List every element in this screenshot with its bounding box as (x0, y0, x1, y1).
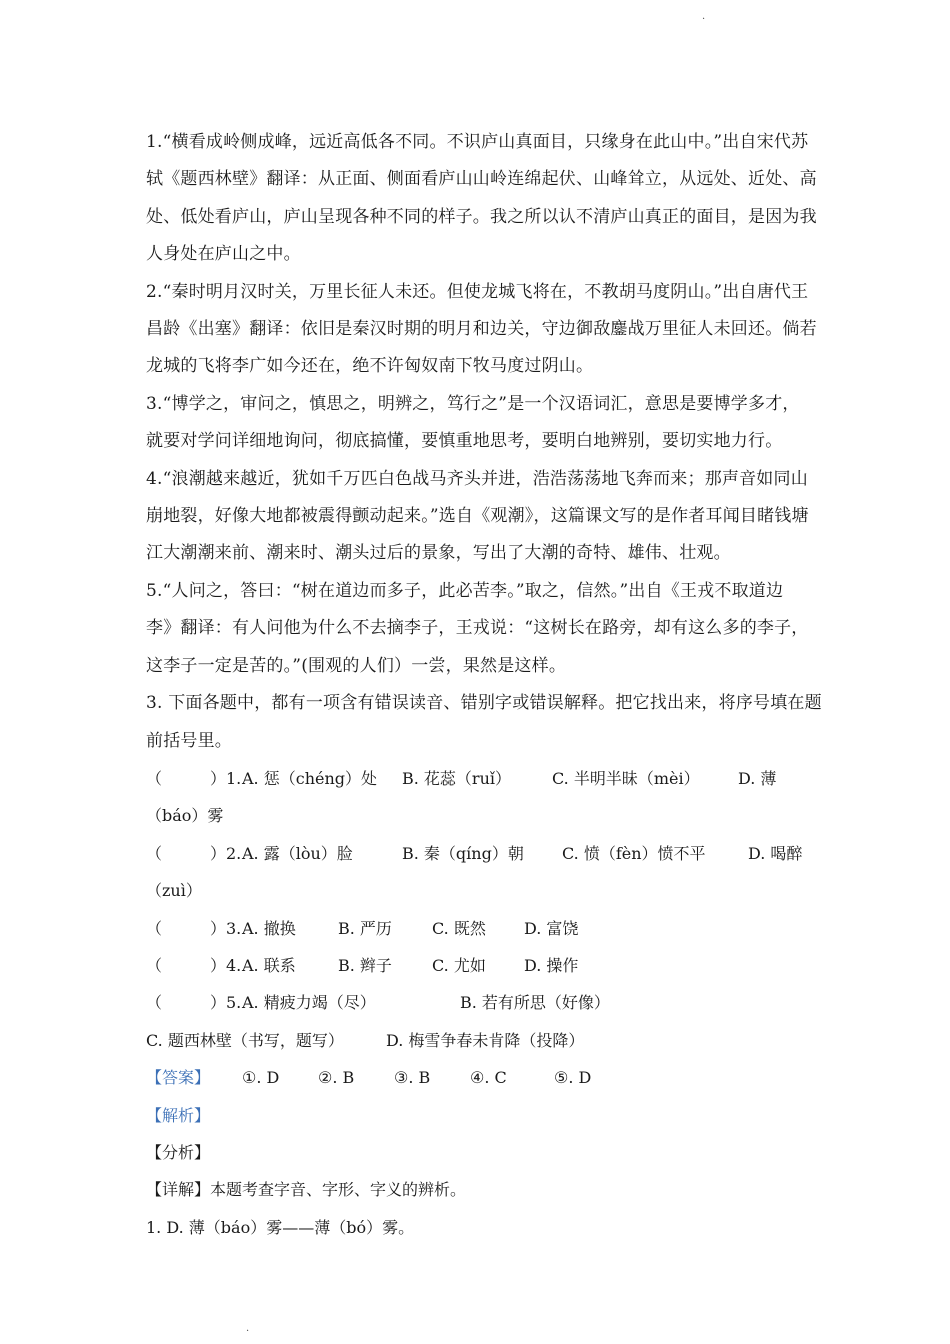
instruction-line: 3. 下面各题中，都有一项含有错误读音、错别字或错误解释。把它找出来，将序号填在题 (146, 693, 822, 714)
sub-question-1 (146, 760, 810, 797)
passage-4 (146, 461, 810, 573)
passage-line: 轼《题西林壁》翻译：从正面、侧面看庐山山岭连绵起伏、山峰耸立，从远处、近处、高 (146, 169, 817, 190)
option-c: C. 愤（fèn）愤不平 (562, 843, 706, 863)
option-c: C. 尤如 (432, 955, 486, 975)
option-d-continued: （báo）雾 (146, 806, 224, 826)
answer-label: 【答案】 (146, 1068, 211, 1088)
option-a: A. 联系 (242, 955, 296, 975)
passage-line: 江大潮潮来前、潮来时、潮头过后的景象，写出了大潮的奇特、雄伟、壮观。 (146, 543, 731, 564)
option-d: D. 薄 (738, 768, 777, 788)
passage-line: 崩地裂，好像大地都被震得颤动起来。”选自《观潮》，这篇课文写的是作者耳闻目睹钱塘 (146, 506, 809, 527)
passage-line: 5.“人问之，答曰：“树在道边而多子，此必苦李。”取之，信然。”出自《王戎不取道边 (146, 580, 784, 601)
answer-blank: （ ）5. (146, 993, 242, 1013)
sub-question-2 (146, 835, 810, 872)
detail-point-text: 1. D. 薄（báo）雾——薄（bó）雾。 (146, 1217, 415, 1237)
document-page (146, 124, 822, 1246)
sub-question-4 (146, 947, 810, 984)
answer-value: ③. B (394, 1068, 431, 1088)
passage-line: 这李子一定是苦的。”(围观的人们）一尝，果然是这样。 (146, 655, 567, 676)
option-b: B. 花蕊（ruǐ） (402, 768, 512, 788)
fenxi-label: 【分析】 (146, 1142, 211, 1162)
page-mark-bottom: · (246, 1326, 250, 1337)
answer-value: ①. D (242, 1068, 280, 1088)
option-b: B. 严历 (338, 918, 392, 938)
option-d: D. 富饶 (524, 918, 579, 938)
option-d: D. 梅雪争春未肯降（投降） (386, 1030, 585, 1050)
answer-blank: （ ）1. (146, 768, 242, 788)
answer-blank: （ ）4. (146, 955, 242, 975)
detail-row (146, 1171, 810, 1208)
passage-5 (146, 573, 810, 685)
option-a: A. 露（lòu）脸 (242, 843, 353, 863)
passage-line: 4.“浪潮越来越近，犹如千万匹白色战马齐头并进，浩浩荡荡地飞奔而来；那声音如同山 (146, 468, 808, 489)
sub-question-1-continued (146, 797, 810, 834)
answer-value: ⑤. D (554, 1068, 592, 1088)
option-d: D. 操作 (524, 955, 579, 975)
option-c: C. 题西林壁（书写，题写） (146, 1030, 344, 1050)
option-c: C. 既然 (432, 918, 486, 938)
option-a: A. 惩（chéng）处 (242, 768, 378, 788)
sub-question-2-continued (146, 872, 810, 909)
fenxi-row (146, 1134, 810, 1171)
answer-blank: （ ）2. (146, 843, 242, 863)
option-c: C. 半明半昧（mèi） (552, 768, 700, 788)
detail-text: 本题考查字音、字形、字义的辨析。 (210, 1180, 467, 1200)
answer-blank: （ ）3. (146, 918, 242, 938)
option-d: D. 喝醉 (748, 843, 803, 863)
detail-point-1 (146, 1209, 810, 1246)
passage-3 (146, 386, 810, 461)
answer-row (146, 1059, 810, 1096)
option-b: B. 若有所思（好像） (460, 993, 610, 1013)
passage-line: 人身处在庐山之中。 (146, 244, 301, 265)
sub-question-5 (146, 984, 810, 1021)
passage-line: 1.“横看成岭侧成峰，远近高低各不同。不识庐山真面目，只缘身在此山中。”出自宋代苏 (146, 132, 809, 152)
passage-line: 处、低处看庐山，庐山呈现各种不同的样子。我之所以认不清庐山真正的面目，是因为我 (146, 206, 817, 227)
sub-question-5-continued (146, 1022, 810, 1059)
option-b: B. 秦（qíng）朝 (402, 843, 524, 863)
answer-value: ④. C (470, 1068, 507, 1088)
instruction-line: 前括号里。 (146, 730, 232, 751)
option-a: A. 撤换 (242, 918, 296, 938)
jiexi-label: 【解析】 (146, 1105, 211, 1125)
option-a: A. 精疲力竭（尽） (242, 993, 376, 1013)
jiexi-row (146, 1097, 810, 1134)
passage-line: 李》翻译：有人问他为什么不去摘李子，王戎说：“这树长在路旁，却有这么多的李子， (146, 618, 809, 639)
answer-value: ②. B (318, 1068, 355, 1088)
detail-label: 【详解】 (146, 1180, 211, 1200)
passage-1 (146, 124, 817, 274)
passage-2 (146, 274, 817, 386)
passage-line: 昌龄《出塞》翻译：依旧是秦汉时期的明月和边关，守边御敌鏖战万里征人未回还。倘若 (146, 319, 817, 340)
passage-line: 2.“秦时明月汉时关，万里长征人未还。但使龙城飞将在，不教胡马度阴山。”出自唐代王 (146, 281, 809, 302)
sub-question-3 (146, 910, 810, 947)
passage-line: 龙城的飞将李广如今还在，绝不许匈奴南下牧马度过阴山。 (146, 356, 594, 377)
question-instruction (146, 685, 822, 760)
passage-line: 就要对学问详细地询问，彻底搞懂，要慎重地思考，要明白地辨别，要切实地力行。 (146, 431, 783, 452)
option-b: B. 辫子 (338, 955, 392, 975)
passage-line: 3.“博学之，审问之，慎思之，明辨之，笃行之”是一个汉语词汇，意思是要博学多才， (146, 393, 800, 414)
page-mark-top: · (702, 14, 706, 25)
option-d-continued: （zuì） (146, 881, 202, 901)
